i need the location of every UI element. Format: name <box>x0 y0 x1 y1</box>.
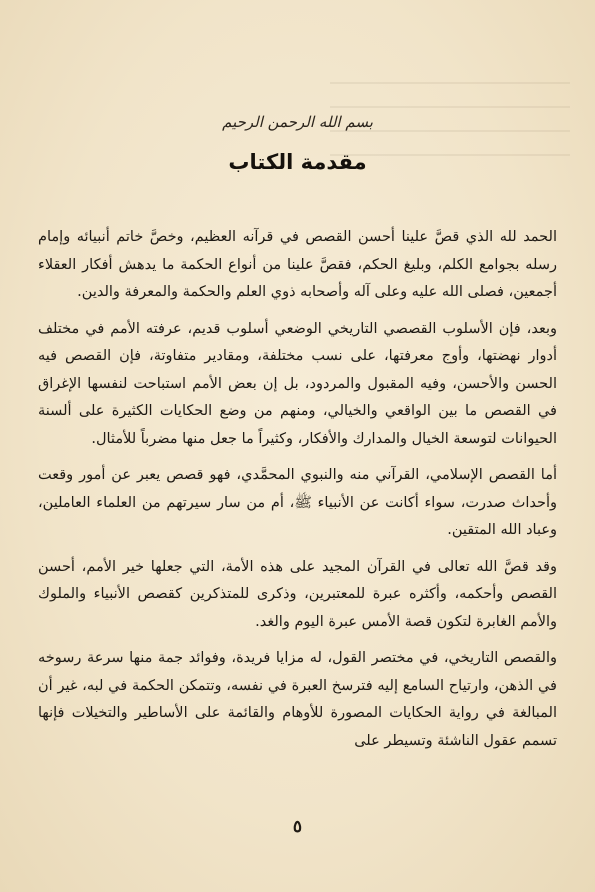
body-text <box>38 224 557 764</box>
paragraph: الحمد لله الذي قصَّ علينا أحسن القصص في قرآنه العظيم، وخصَّ خاتم أنبيائه وإمام رسله بجوامع الكلم، وبليغ الحكم، فقصَّ علينا من أنواع الحكمة ما يدهش أفكار العقلاء أجمعين، فصلى الله عليه وعلى آله وأصحابه ذوي العلم والحكمة والمعرفة والدين. <box>38 229 557 300</box>
paragraph: أما القصص الإسلامي، القرآني منه والنبوي المحمَّدي، فهو قصص يعبر عن أمور وقعت وأحداث صدرت، سواء أكانت عن الأنبياء ﷺ، أم من سار سيرتهم من العلماء العاملين، وعباد الله المتقين. <box>38 467 557 538</box>
basmala-ornament: بسم الله الرحمن الرحيم <box>222 113 373 131</box>
page-number: ٥ <box>292 817 303 837</box>
paragraph: وبعد، فإن الأسلوب القصصي التاريخي الوضعي أسلوب قديم، عرفته الأمم في مختلف أدوار نهضتها، وأوج معرفتها، على نسب مختلفة، ومقادير متفاوتة، فإن القصص فيه الحسن والأحسن، وفيه المقبول والمردود، بل إن بعض الأمم استباحت لنفسها الإغراق في القصص ما بين الواقعي والخيالي، ومنهم من وضع الحكايات الكثيرة على ألسنة الحيوانات لتوسعة الخيال والمدارك والأفكار، وكثيراً ما جعل منها مضرباً للأمثال. <box>38 320 557 447</box>
paragraph: والقصص التاريخي، في مختصر القول، له مزايا فريدة، وفوائد جمة منها سرعة رسوخه في الذهن، وارتياح السامع إليه فترسخ العبرة في نفسه، وتتمكن الحكمة في لبه، غير أن المبالغة في رواية الحكايات المصورة للأوهام والقائمة على الأساطير والتخيلات فإنها تسمم عقول الناشئة وتسيطر على <box>38 650 557 749</box>
chapter-title: مقدمة الكتاب <box>228 150 367 174</box>
paragraph: وقد قصَّ الله تعالى في القرآن المجيد على هذه الأمة، التي جعلها خير الأمم، أحسن القصص وأحكمه، وأكثره عبرة للمعتبرين، وذكرى للمتذكرين كقصص الأنبياء والملوك والأمم الغابرة لتكون قصة الأمس عبرة اليوم والغد. <box>38 558 557 630</box>
